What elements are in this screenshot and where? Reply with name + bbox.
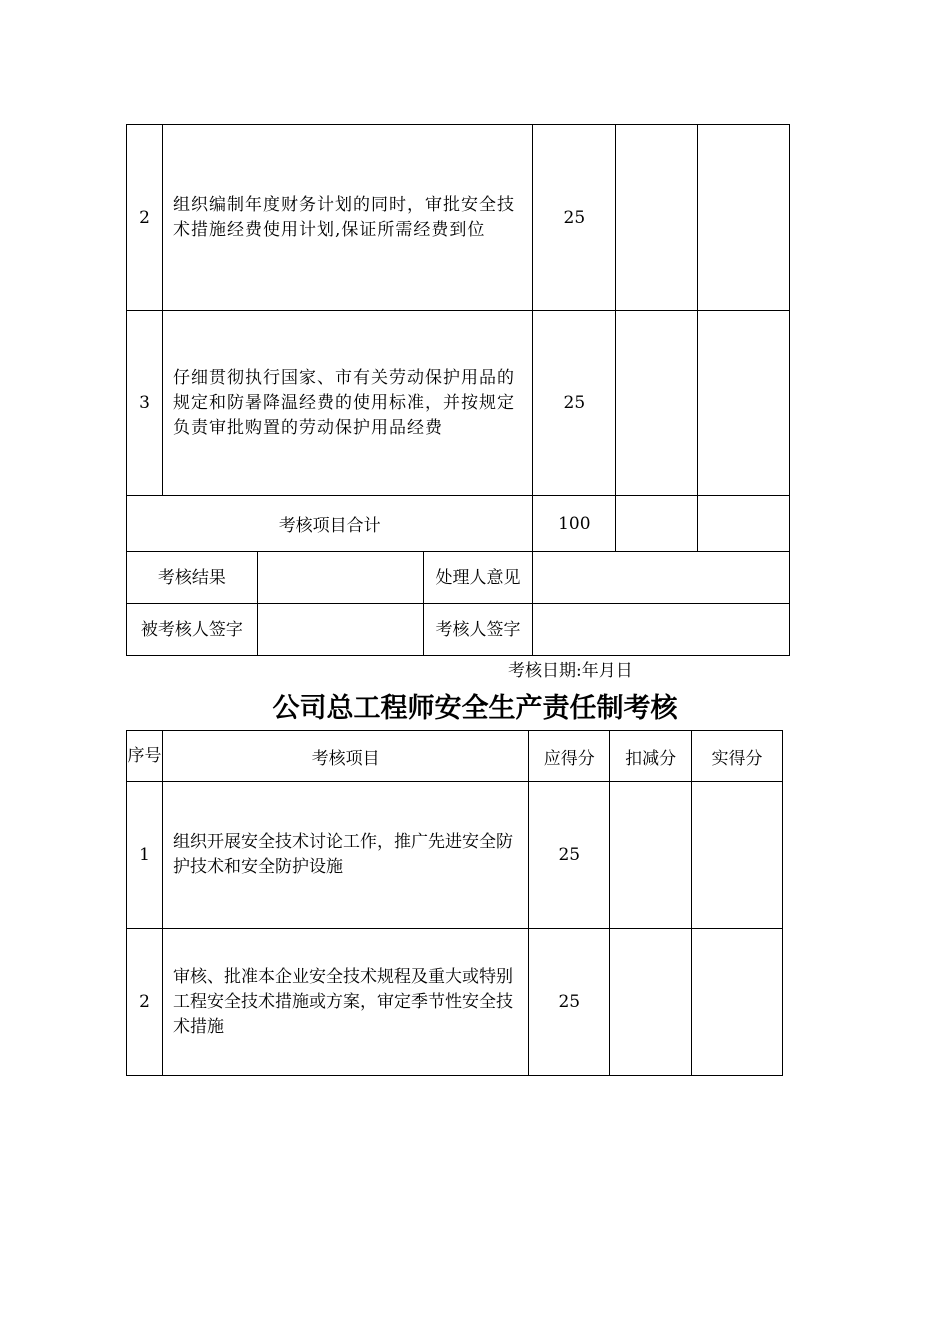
score-cell: 25 xyxy=(529,929,610,1076)
assessment-date: 考核日期:年月日 xyxy=(508,661,633,681)
table-row xyxy=(127,311,790,496)
header-actual: 实得分 xyxy=(692,731,783,782)
section-title: 公司总工程师安全生产责任制考核 xyxy=(272,693,678,724)
table-row xyxy=(127,782,783,929)
row-number: 1 xyxy=(127,782,163,929)
header-item: 考核项目 xyxy=(162,731,528,782)
total-label: 考核项目合计 xyxy=(127,496,533,552)
assessment-item: 组织编制年度财务计划的同时，审批安全技术措施经费使用计划,保证所需经费到位 xyxy=(162,125,532,311)
row-number: 2 xyxy=(127,929,163,1076)
score-cell: 25 xyxy=(529,782,610,929)
actual-cell[interactable] xyxy=(698,311,790,496)
handler-opinion-cell[interactable] xyxy=(533,552,790,604)
table-row xyxy=(127,125,790,311)
header-score: 应得分 xyxy=(529,731,610,782)
total-deduct-cell[interactable] xyxy=(616,496,698,552)
table-row xyxy=(127,929,783,1076)
assessment-item: 组织开展安全技术讨论工作，推广先进安全防护技术和安全防护设施 xyxy=(162,782,528,929)
result-signature-table xyxy=(126,551,790,656)
chief-engineer-assessment-table xyxy=(126,730,783,1076)
deduct-cell[interactable] xyxy=(610,782,692,929)
row-number: 2 xyxy=(127,125,163,311)
result-row xyxy=(127,552,790,604)
header-no: 序号 xyxy=(127,731,163,782)
score-cell: 25 xyxy=(533,125,616,311)
score-cell: 25 xyxy=(533,311,616,496)
examinee-sign-label: 被考核人签字 xyxy=(127,604,258,656)
assessment-item: 仔细贯彻执行国家、市有关劳动保护用品的规定和防暑降温经费的使用标准，并按规定负责审批购置的劳动保护用品经费 xyxy=(162,311,532,496)
examiner-sign-cell[interactable] xyxy=(533,604,790,656)
total-row xyxy=(127,496,790,552)
signature-row xyxy=(127,604,790,656)
assessment-table-continued xyxy=(126,124,790,552)
result-label: 考核结果 xyxy=(127,552,258,604)
total-actual-cell[interactable] xyxy=(698,496,790,552)
deduct-cell[interactable] xyxy=(610,929,692,1076)
examinee-sign-cell[interactable] xyxy=(257,604,423,656)
total-score: 100 xyxy=(533,496,616,552)
actual-cell[interactable] xyxy=(692,782,783,929)
header-deduct: 扣减分 xyxy=(610,731,692,782)
result-value-cell[interactable] xyxy=(257,552,423,604)
deduct-cell[interactable] xyxy=(616,311,698,496)
actual-cell[interactable] xyxy=(692,929,783,1076)
deduct-cell[interactable] xyxy=(616,125,698,311)
examiner-sign-label: 考核人签字 xyxy=(423,604,533,656)
assessment-item: 审核、批准本企业安全技术规程及重大或特别工程安全技术措施或方案，审定季节性安全技术措施 xyxy=(162,929,528,1076)
header-row xyxy=(127,731,783,782)
handler-opinion-label: 处理人意见 xyxy=(423,552,533,604)
row-number: 3 xyxy=(127,311,163,496)
actual-cell[interactable] xyxy=(698,125,790,311)
